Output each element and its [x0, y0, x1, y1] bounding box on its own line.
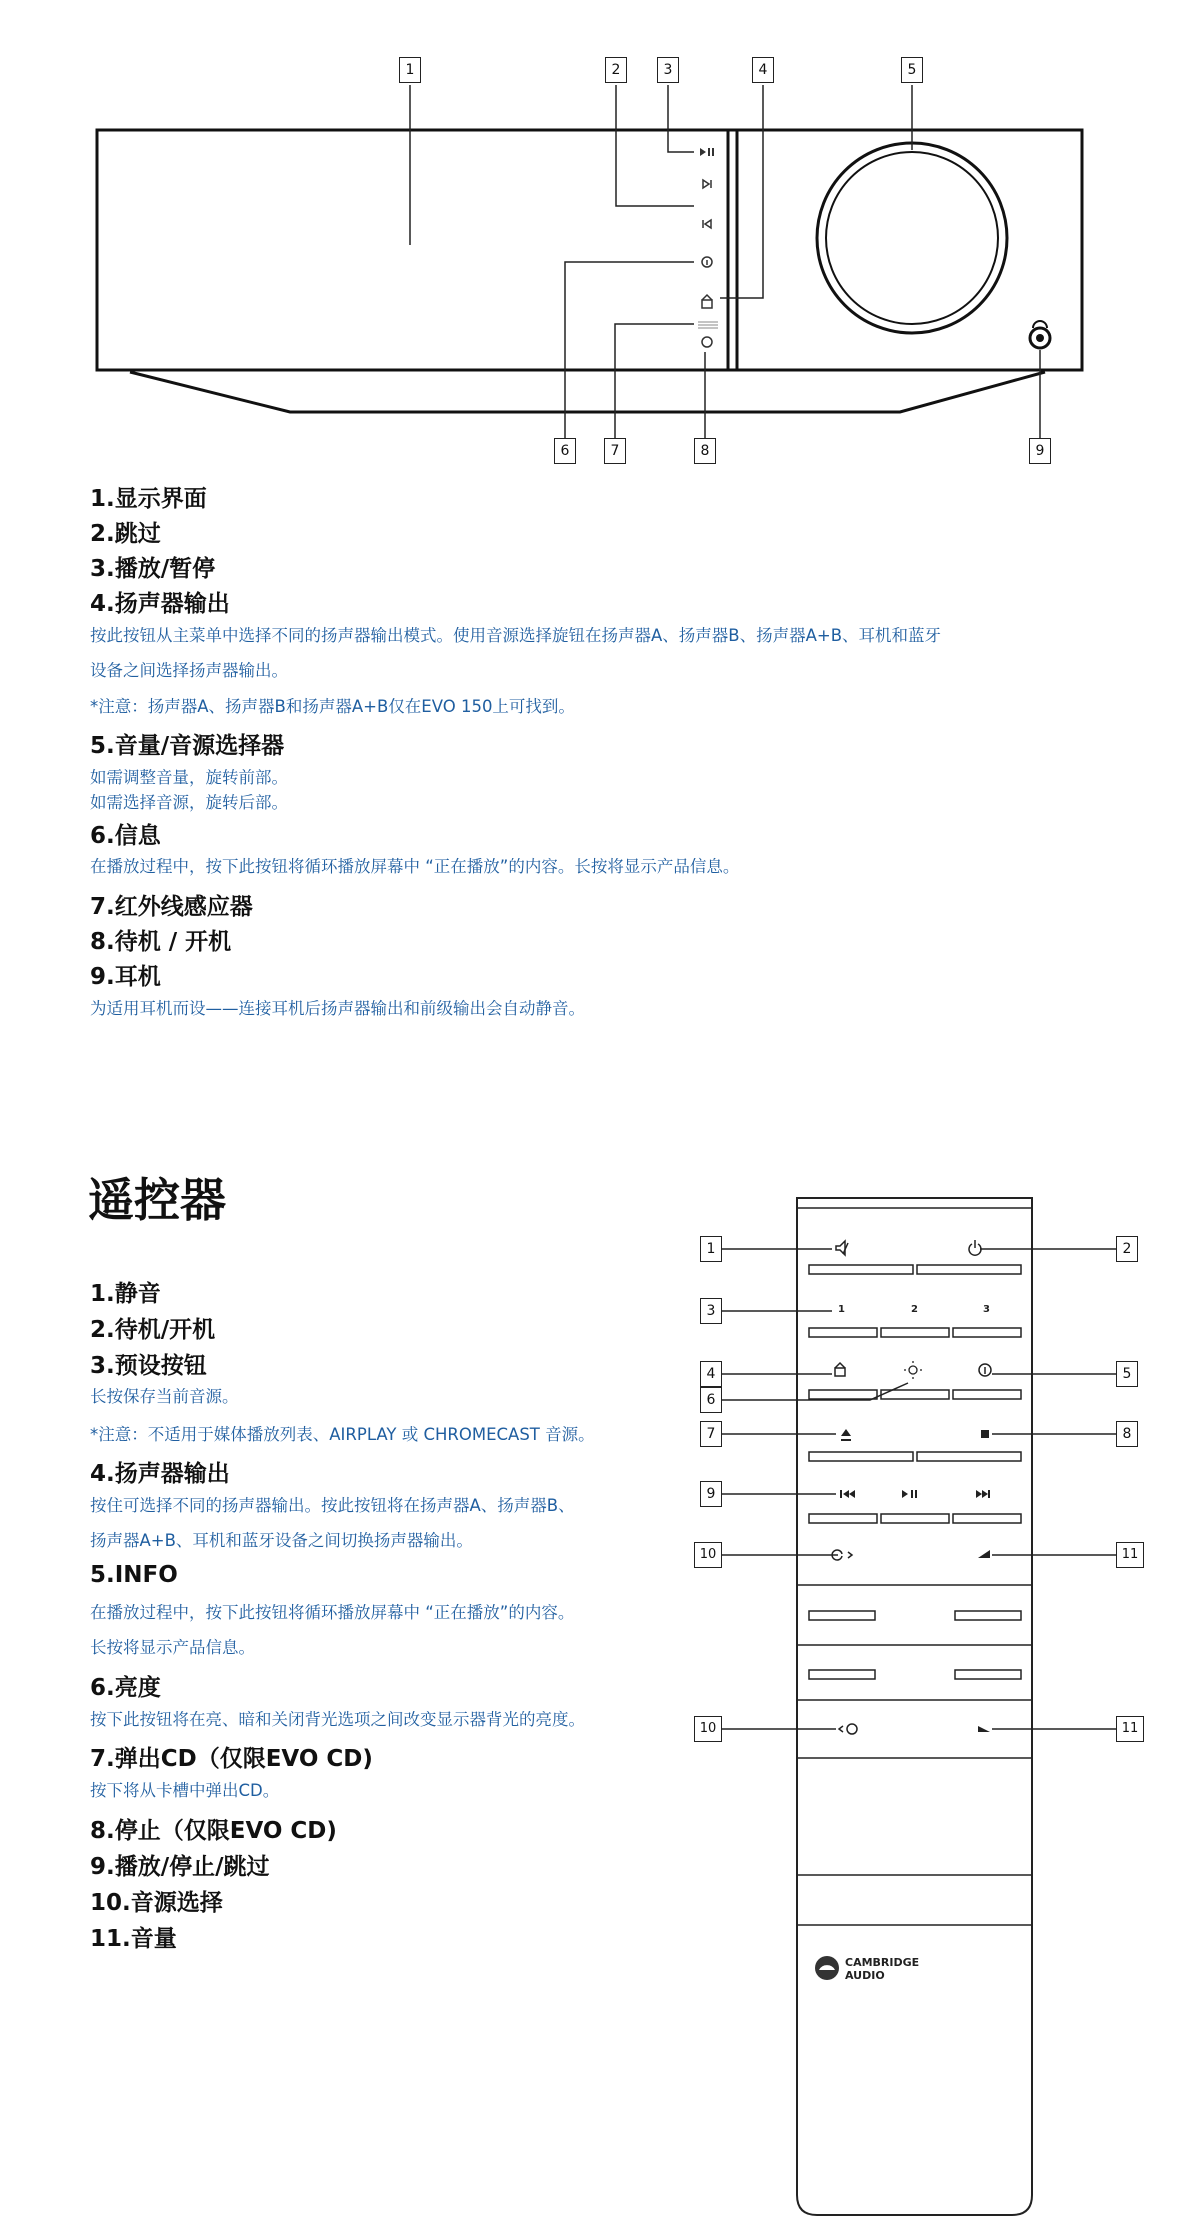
remote-item-4: 4.扬声器输出 [90, 1461, 230, 1487]
remote-item-5: 5.INFO [90, 1562, 178, 1588]
stop-icon [981, 1430, 989, 1438]
remote-item-8: 8.停止（仅限EVO CD) [90, 1818, 337, 1844]
remote-item-3-desc: 长按保存当前音源。 [90, 1387, 239, 1406]
remote-callout-8: 8 [1116, 1421, 1138, 1447]
front-item-1: 1.显示界面 [90, 486, 207, 512]
brand-line-2: AUDIO [845, 1969, 885, 1982]
front-item-4-desc-2: 设备之间选择扬声器输出。 [90, 661, 288, 680]
remote-item-4-desc-1: 按住可选择不同的扬声器输出。按此按钮将在扬声器A、扬声器B、 [90, 1496, 575, 1515]
front-callout-1: 1 [399, 57, 421, 83]
front-item-9: 9.耳机 [90, 964, 161, 990]
front-callout-9: 9 [1029, 438, 1051, 464]
front-item-5-desc-2: 如需选择音源，旋转后部。 [90, 793, 288, 812]
front-callout-5: 5 [901, 57, 923, 83]
front-callout-6: 6 [554, 438, 576, 464]
front-item-3: 3.播放/暂停 [90, 556, 216, 582]
remote-callout-11: 11 [1116, 1542, 1144, 1568]
volume-knob [817, 143, 1007, 333]
front-item-7: 7.红外线感应器 [90, 894, 253, 920]
remote-callout-5: 5 [1116, 1361, 1138, 1387]
remote-control-diagram [680, 1190, 1160, 2230]
remote-item-7: 7.弹出CD（仅限EVO CD) [90, 1746, 373, 1772]
remote-item-1: 1.静音 [90, 1281, 161, 1307]
remote-callout-3: 3 [700, 1298, 722, 1324]
front-item-5: 5.音量/音源选择器 [90, 733, 285, 759]
front-callout-3: 3 [657, 57, 679, 83]
front-item-6-desc: 在播放过程中，按下此按钮将循环播放屏幕中 “正在播放”的内容。长按将显示产品信息。 [90, 857, 740, 876]
front-item-9-desc: 为适用耳机而设——连接耳机后扬声器输出和前级输出会自动静音。 [90, 999, 585, 1018]
front-item-4-desc-1: 按此按钮从主菜单中选择不同的扬声器输出模式。使用音源选择旋钮在扬声器A、扬声器B、扬声器A+B、耳机和蓝牙 [90, 626, 942, 645]
preset-1-label: 1 [838, 1304, 845, 1315]
device-base [130, 372, 1045, 412]
front-item-2: 2.跳过 [90, 521, 161, 547]
front-callout-2: 2 [605, 57, 627, 83]
front-callout-7: 7 [604, 438, 626, 464]
remote-callout-6: 6 [700, 1387, 722, 1413]
front-item-4: 4.扬声器输出 [90, 591, 230, 617]
remote-callout-9: 9 [700, 1481, 722, 1507]
remote-section-title: 遥控器 [88, 1173, 226, 1227]
remote-item-2: 2.待机/开机 [90, 1317, 216, 1343]
remote-item-5-desc-1: 在播放过程中，按下此按钮将循环播放屏幕中 “正在播放”的内容。 [90, 1603, 575, 1622]
front-callout-4: 4 [752, 57, 774, 83]
front-callout-8: 8 [694, 438, 716, 464]
remote-callout-11b: 11 [1116, 1716, 1144, 1742]
remote-callout-4: 4 [700, 1361, 722, 1387]
remote-callout-10b: 10 [694, 1716, 722, 1742]
remote-body [797, 1198, 1032, 2215]
remote-item-11: 11.音量 [90, 1926, 177, 1952]
front-item-8: 8.待机 / 开机 [90, 929, 232, 955]
remote-item-3-note: *注意：不适用于媒体播放列表、AIRPLAY 或 CHROMECAST 音源。 [90, 1425, 595, 1444]
remote-item-5-desc-2: 长按将显示产品信息。 [90, 1638, 255, 1657]
remote-item-6: 6.亮度 [90, 1675, 161, 1701]
remote-item-6-desc: 按下此按钮将在亮、暗和关闭背光选项之间改变显示器背光的亮度。 [90, 1710, 585, 1729]
remote-callout-7: 7 [700, 1421, 722, 1447]
remote-item-4-desc-2: 扬声器A+B、耳机和蓝牙设备之间切换扬声器输出。 [90, 1531, 473, 1550]
remote-callout-2: 2 [1116, 1236, 1138, 1262]
remote-item-3: 3.预设按钮 [90, 1353, 207, 1379]
remote-callout-10: 10 [694, 1542, 722, 1568]
preset-2-label: 2 [911, 1304, 918, 1315]
brand-line-1: CAMBRIDGE [845, 1956, 920, 1969]
remote-callout-1: 1 [700, 1236, 722, 1262]
remote-item-7-desc: 按下将从卡槽中弹出CD。 [90, 1781, 280, 1800]
remote-item-9: 9.播放/停止/跳过 [90, 1854, 270, 1880]
preset-3-label: 3 [983, 1304, 990, 1315]
front-item-6: 6.信息 [90, 823, 161, 849]
remote-item-10: 10.音源选择 [90, 1890, 223, 1916]
front-panel-diagram [0, 0, 1200, 480]
front-item-5-desc-1: 如需调整音量，旋转前部。 [90, 768, 288, 787]
front-item-4-note: *注意：扬声器A、扬声器B和扬声器A+B仅在EVO 150上可找到。 [90, 697, 575, 716]
